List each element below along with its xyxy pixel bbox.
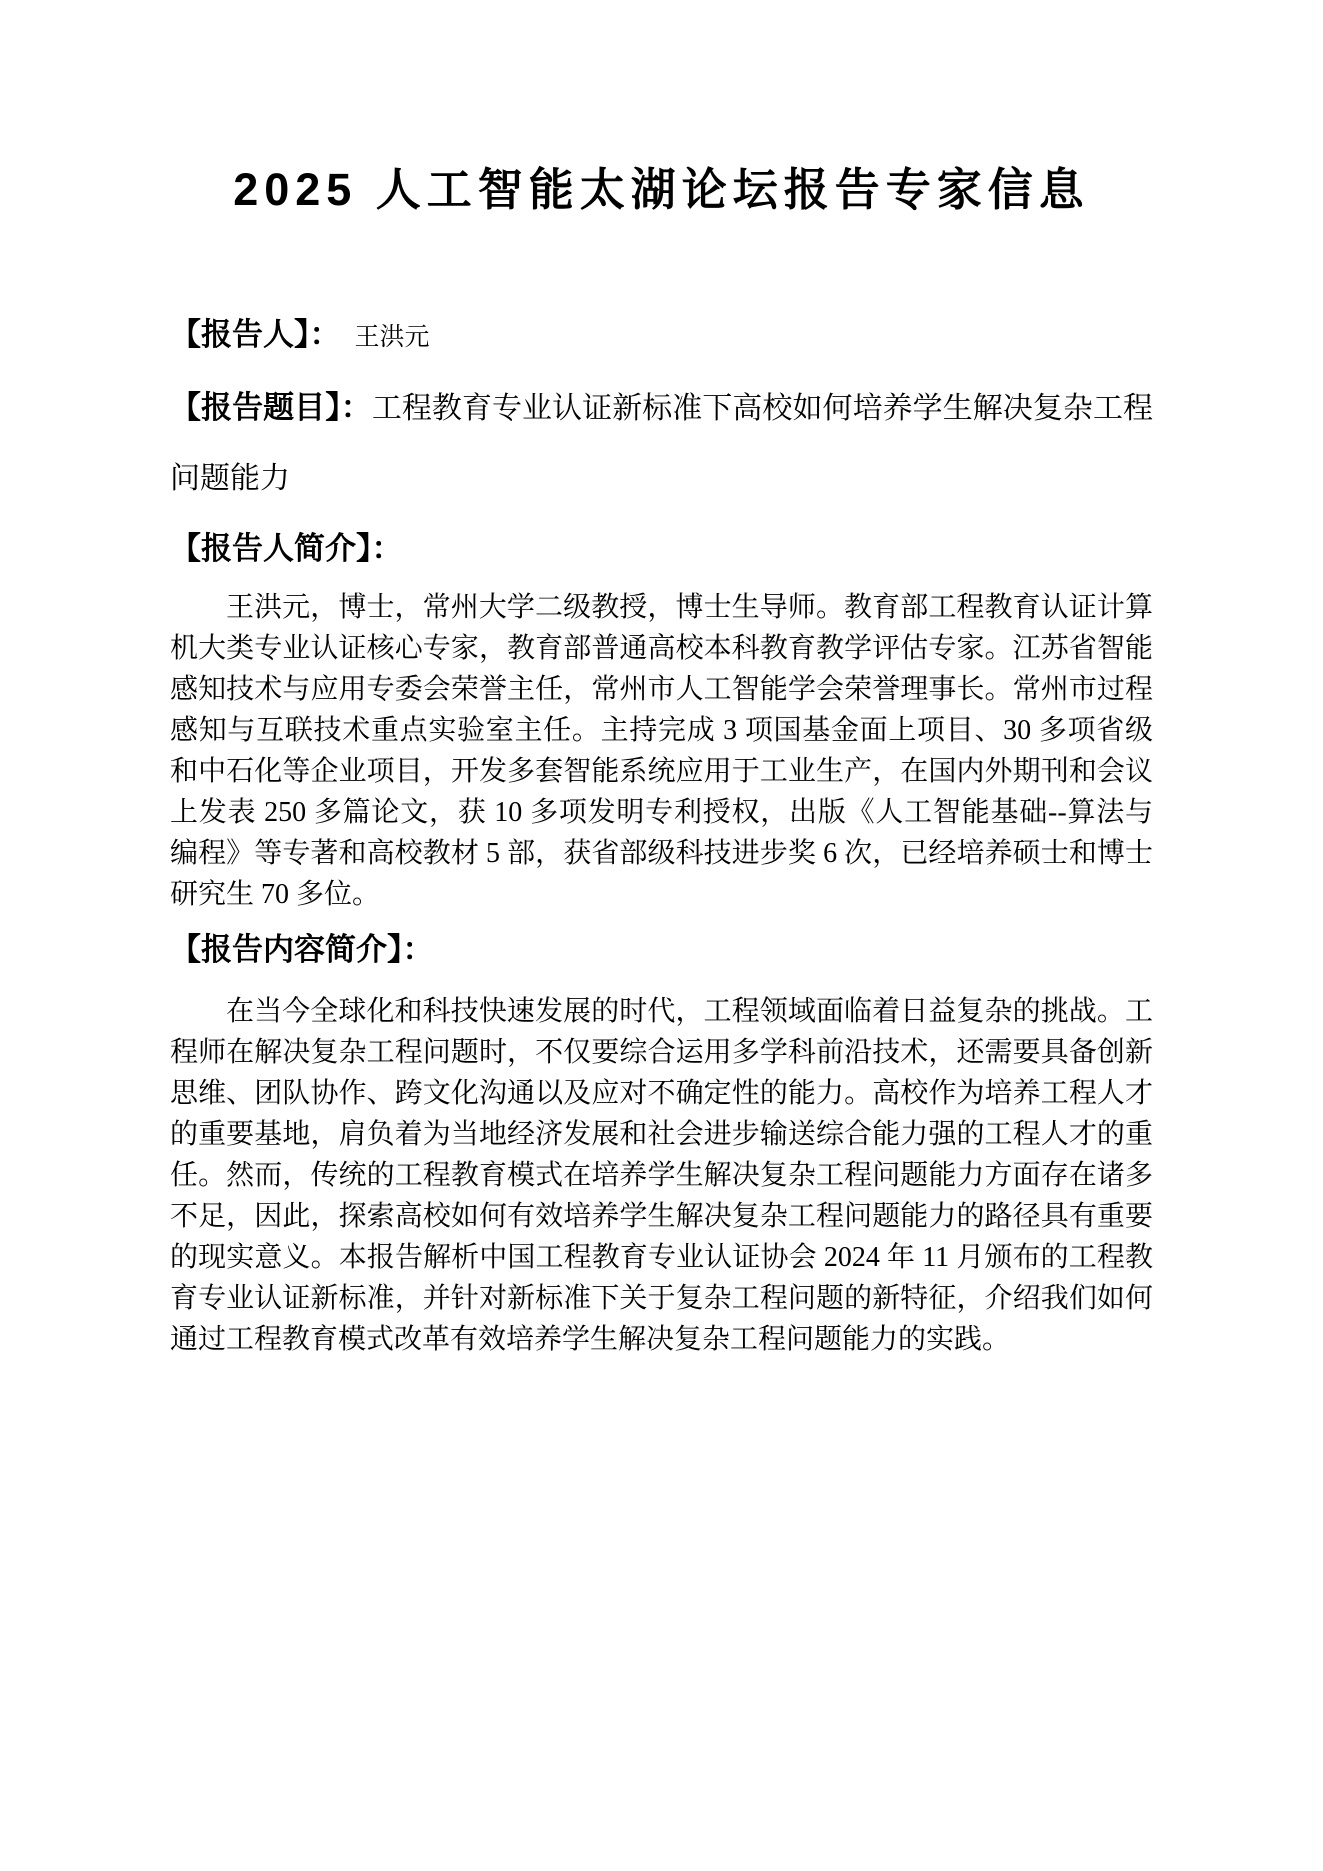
topic-label: 【报告题目】 — [170, 390, 341, 425]
abstract-paragraph: 在当今全球化和科技快速发展的时代，工程领域面临着日益复杂的挑战。工程师在解决复杂工程问题时，不仅要综合运用多学科前沿技术，还需要具备创新思维、团队协作、跨文化沟通以及应对不确定性的能力。高校作为培养工程人才的重要基地，肩负着为当地经济发展和社会进步输送综合能力强的工程人才的重任。然而，传统的工程教育模式在培养学生解决复杂工程问题能力方面存在诸多不足，因此，探索高校如何有效培养学生解决复杂工程问题能力的路径具有重要的现实意义。本报告解析中国工程教育专业认证协会 2024 年 11 月颁布的工程教育专业认证新标准，并针对新标准下关于复杂工程问题的新特征，介绍我们如何通过工程教育模式改革有效培养学生解决复杂工程问题能力的实践。 — [170, 996, 1153, 1355]
abstract-label: 【报告内容简介】 — [170, 932, 403, 967]
speaker-field — [170, 300, 1153, 373]
bio-label: 【报告人简介】 — [170, 531, 372, 566]
bio-colon: ： — [371, 531, 403, 566]
topic-field — [170, 373, 1153, 514]
topic-text: 工程教育专业认证新标准下高校如何培养学生解决复杂工程问题能力 — [170, 392, 1153, 495]
document-title: 2025 人工智能太湖论坛报告专家信息 — [233, 164, 1090, 215]
speaker-label: 【报告人】 — [170, 317, 310, 352]
abstract-colon: ： — [402, 932, 434, 967]
bio-label-line — [170, 514, 1153, 585]
topic-colon: ： — [340, 390, 372, 425]
abstract-label-line — [170, 915, 1153, 986]
speaker-name: 王洪元 — [354, 324, 430, 351]
bio-paragraph: 王洪元，博士，常州大学二级教授，博士生导师。教育部工程教育认证计算机大类专业认证核心专家，教育部普通高校本科教育教学评估专家。江苏省智能感知技术与应用专委会荣誉主任，常州市人工智能学会荣誉理事长。常州市过程感知与互联技术重点实验室主任。主持完成 3 项国基金面上项目、30 多项省级和中石化等企业项目，开发多套智能系统应用于工业生产，在国内外期刊和会议上发表 250 多篇论文，获 10 多项发明专利授权，出版《人工智能基础--算法与编程》等专著和高校教材 5 部，获省部级科技进步奖 6 次，已经培养硕士和博士研究生 70 多位。 — [170, 592, 1153, 910]
speaker-colon: ： — [309, 317, 341, 352]
